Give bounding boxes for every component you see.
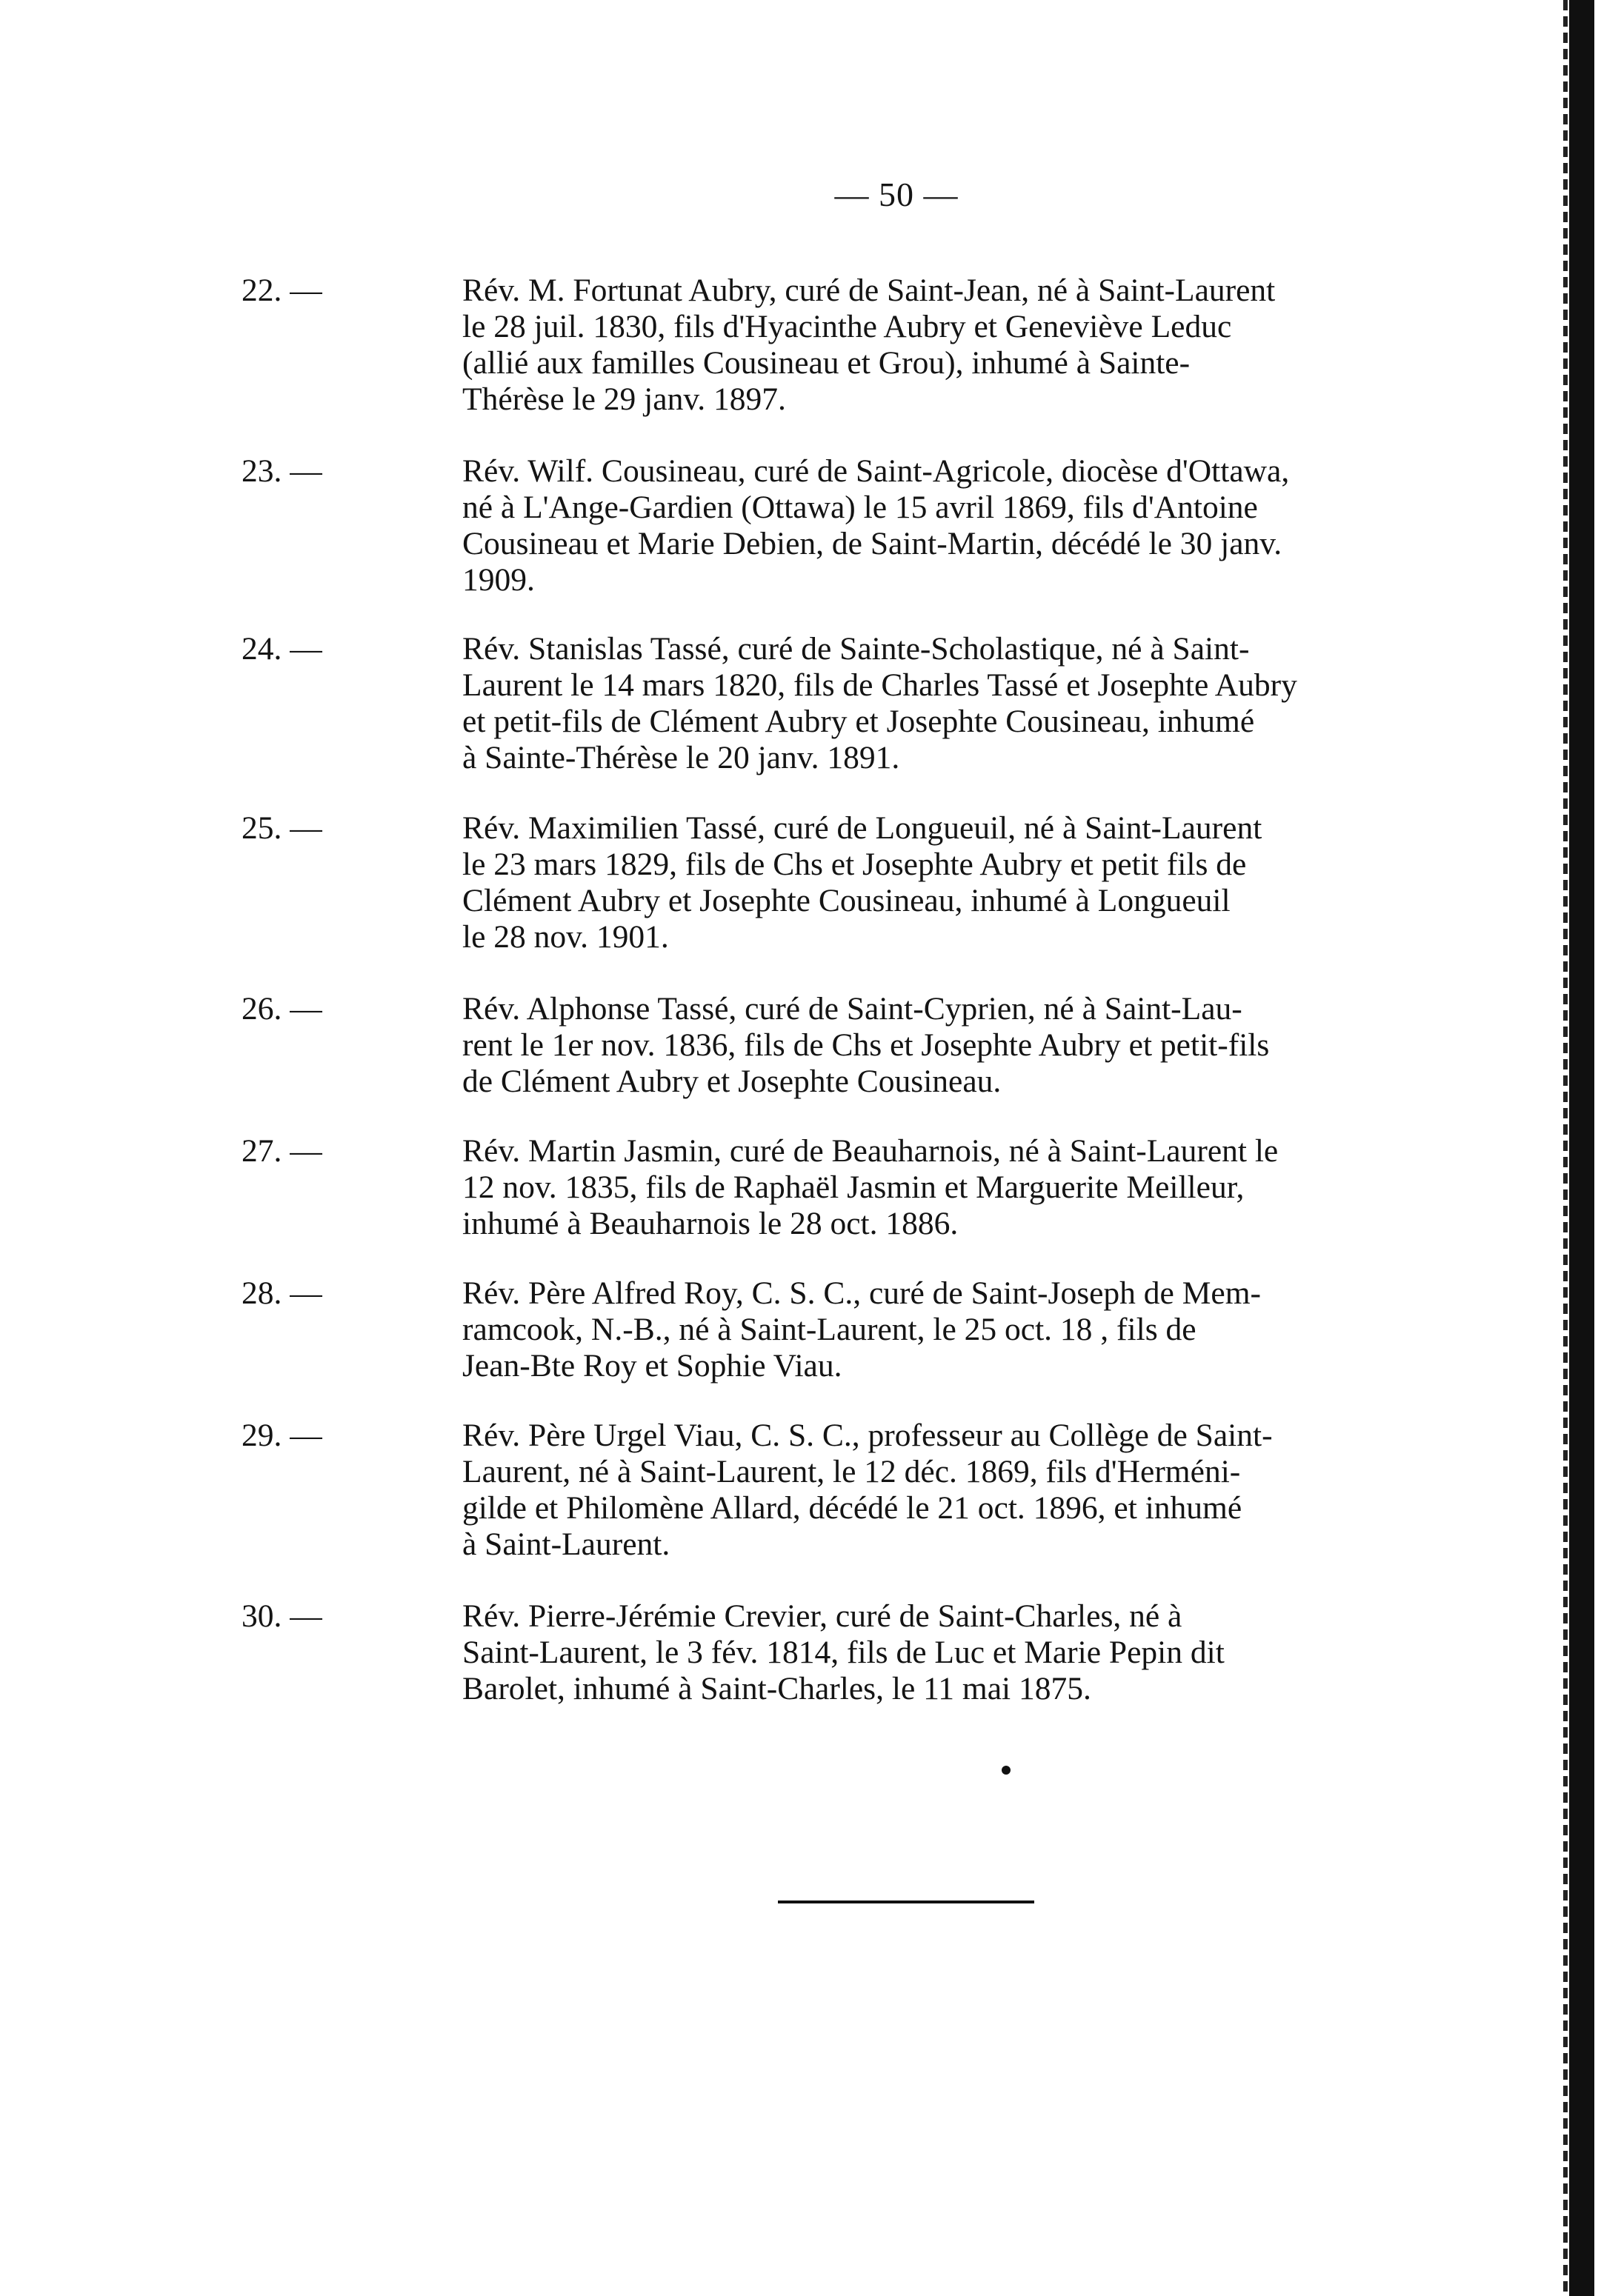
entry-line: ramcook, N.-B., né à Saint-Laurent, le 25 oct. 18 , fils de: [462, 1312, 1196, 1347]
entry-30: [242, 1598, 1508, 1707]
entry-line: gilde et Philomène Allard, décédé le 21 oct. 1896, et inhumé: [462, 1490, 1242, 1526]
entry-line: Cousineau et Marie Debien, de Saint-Martin, décédé le 30 janv.: [462, 526, 1282, 561]
entry-line: inhumé à Beauharnois le 28 oct. 1886.: [462, 1206, 959, 1241]
entry-27: [242, 1133, 1508, 1242]
entry-24: [242, 631, 1508, 776]
entry-line: Thérèse le 29 janv. 1897.: [462, 381, 786, 417]
entry-line: de Clément Aubry et Josephte Cousineau.: [462, 1064, 1002, 1099]
entry-line: Rév. Maximilien Tassé, curé de Longueuil, né à Saint-Laurent: [462, 810, 1262, 846]
entry-number: 27. —: [242, 1133, 322, 1169]
entry-line: Rév. Alphonse Tassé, curé de Saint-Cyprien, né à Saint-Lau-: [462, 991, 1242, 1027]
entry-text: [353, 631, 1508, 776]
entry-number: 24. —: [242, 631, 322, 667]
entry-line: et petit-fils de Clément Aubry et Josephte Cousineau, inhumé: [462, 704, 1255, 739]
entry-number: 25. —: [242, 810, 322, 846]
entry-line: Jean-Bte Roy et Sophie Viau.: [462, 1348, 842, 1384]
entry-line: Rév. Père Alfred Roy, C. S. C., curé de Saint-Joseph de Mem-: [462, 1275, 1262, 1311]
entry-line: Laurent le 14 mars 1820, fils de Charles Tassé et Josephte Aubry: [462, 667, 1297, 703]
entry-number: 29. —: [242, 1418, 322, 1453]
entry-number: 22. —: [242, 273, 322, 308]
entry-line: Rév. Pierre-Jérémie Crevier, curé de Saint-Charles, né à: [462, 1598, 1182, 1634]
entry-line: Rév. Père Urgel Viau, C. S. C., professeur au Collège de Saint-: [462, 1418, 1273, 1453]
entry-number: 26. —: [242, 991, 322, 1027]
entry-line: rent le 1er nov. 1836, fils de Chs et Josephte Aubry et petit-fils: [462, 1027, 1270, 1063]
entry-line: Barolet, inhumé à Saint-Charles, le 11 mai 1875.: [462, 1671, 1091, 1706]
entry-line: Saint-Laurent, le 3 fév. 1814, fils de Luc et Marie Pepin dit: [462, 1635, 1225, 1670]
entry-text: [353, 273, 1508, 418]
entry-number: 30. —: [242, 1598, 322, 1634]
entry-line: 1909.: [462, 562, 535, 598]
entry-number: 23. —: [242, 453, 322, 489]
entry-line: 12 nov. 1835, fils de Raphaël Jasmin et Marguerite Meilleur,: [462, 1169, 1245, 1205]
entry-29: [242, 1418, 1508, 1563]
horizontal-rule: [778, 1900, 1034, 1903]
entry-text: [353, 810, 1508, 955]
page-number: — 50 —: [834, 176, 959, 213]
entry-line: Rév. Wilf. Cousineau, curé de Saint-Agricole, diocèse d'Ottawa,: [462, 453, 1290, 489]
entry-line: le 28 juil. 1830, fils d'Hyacinthe Aubry et Geneviève Leduc: [462, 309, 1232, 344]
entry-text: [353, 1133, 1508, 1242]
decorative-dot: [1002, 1766, 1011, 1775]
entry-number: 28. —: [242, 1275, 322, 1311]
entry-text: [353, 991, 1508, 1100]
entry-line: Rév. M. Fortunat Aubry, curé de Saint-Jean, né à Saint-Laurent: [462, 273, 1276, 308]
entry-25: [242, 810, 1508, 955]
entry-26: [242, 991, 1508, 1100]
entry-22: [242, 273, 1508, 418]
entry-text: [353, 453, 1508, 598]
entry-23: [242, 453, 1508, 598]
entry-line: le 28 nov. 1901.: [462, 919, 669, 955]
entry-line: à Sainte-Thérèse le 20 janv. 1891.: [462, 740, 900, 775]
entry-line: Rév. Stanislas Tassé, curé de Sainte-Scholastique, né à Saint-: [462, 631, 1250, 667]
entry-line: le 23 mars 1829, fils de Chs et Josephte Aubry et petit fils de: [462, 847, 1247, 882]
entry-text: [353, 1275, 1508, 1384]
entry-text: [353, 1418, 1508, 1563]
entry-line: né à L'Ange-Gardien (Ottawa) le 15 avril 1869, fils d'Antoine: [462, 490, 1258, 525]
entry-line: (allié aux familles Cousineau et Grou), inhumé à Sainte-: [462, 345, 1191, 381]
entry-line: Rév. Martin Jasmin, curé de Beauharnois, né à Saint-Laurent le: [462, 1133, 1279, 1169]
entry-text: [353, 1598, 1508, 1707]
entry-line: à Saint-Laurent.: [462, 1526, 670, 1562]
entry-28: [242, 1275, 1508, 1384]
entry-line: Clément Aubry et Josephte Cousineau, inhumé à Longueuil: [462, 883, 1231, 918]
entry-line: Laurent, né à Saint-Laurent, le 12 déc. 1869, fils d'Herméni-: [462, 1454, 1241, 1489]
